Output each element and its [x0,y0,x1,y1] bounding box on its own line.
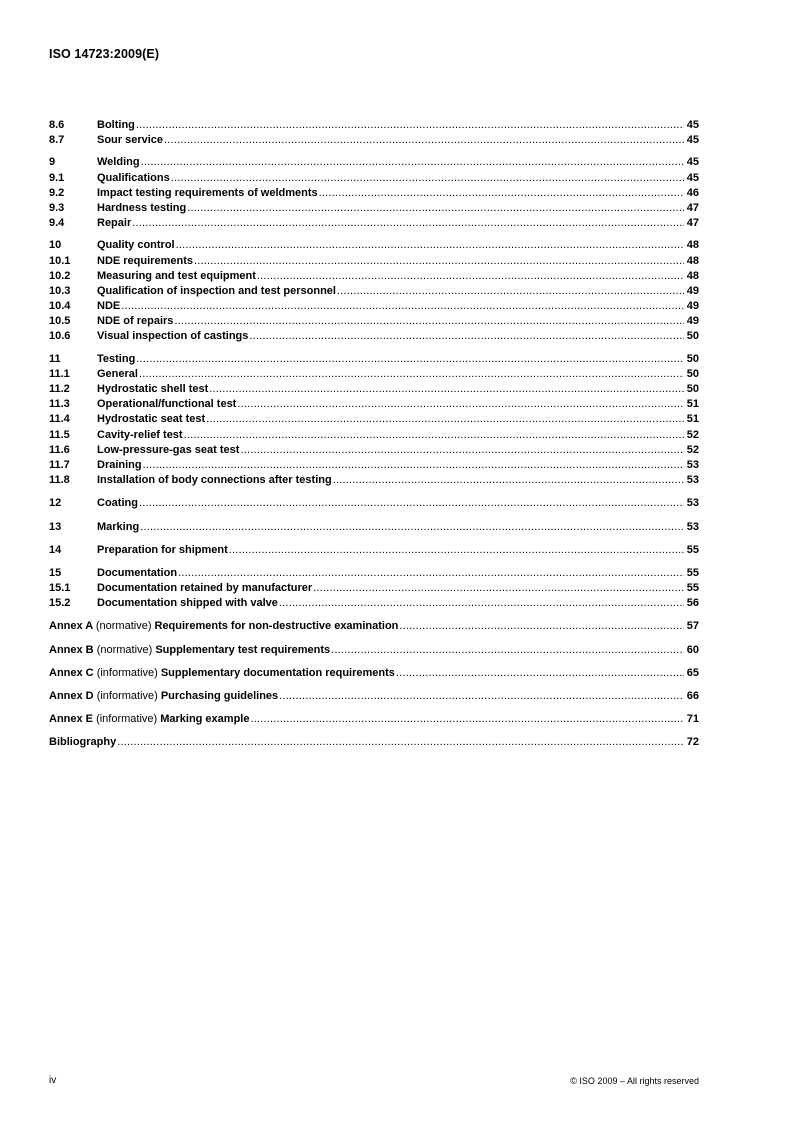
toc-entry-page: 57 [686,620,699,633]
toc-group [49,520,699,535]
leader-dots [279,596,684,611]
toc-entry-11-7[interactable] [49,458,699,473]
toc-entry-number: 11 [49,352,61,365]
leader-dots [313,581,684,596]
toc-entry-title: Documentation [97,566,178,579]
toc-entry-page: 50 [686,352,699,365]
leader-dots [337,284,684,299]
toc-entry-11-6[interactable] [49,443,699,458]
annex-label: Annex C [49,666,94,679]
toc-entry-10-4[interactable] [49,299,699,314]
toc-entry-number: 10.6 [49,330,71,343]
toc-entry-10-2[interactable] [49,269,699,284]
toc-entry-page: 45 [686,119,699,131]
toc-entry-title: Bolting [97,119,135,131]
toc-entry-title: Documentation shipped with valve [97,597,278,610]
annex-kind: (informative) [96,690,158,702]
leader-dots [139,496,684,511]
annex-title: Supplementary test requirements [155,643,331,656]
annex-label: Annex A [49,620,93,633]
toc-entry-number: 15 [49,566,62,579]
toc-entry-8-6[interactable] [49,118,699,133]
toc-entry-page: 66 [686,690,699,702]
toc-entry-number: 11.1 [49,367,70,380]
toc-entry-10-3[interactable] [49,284,699,299]
toc-entry-annex-d[interactable] [49,689,699,704]
toc-entry-title: NDE of repairs [97,315,174,328]
leader-dots [184,428,684,443]
leader-dots [206,412,684,427]
toc-entry-title: Coating [97,497,138,510]
toc-entry-title: Preparation for shipment [97,543,228,556]
toc-entry-10-5[interactable] [49,314,699,329]
toc-entry-title [49,666,395,681]
toc-entry-title [49,689,278,704]
toc-entry-page: 51 [686,413,699,426]
leader-dots [229,543,684,558]
toc-entry-number: 9.3 [49,201,65,214]
toc-entry-15-1[interactable] [49,581,699,596]
toc-entry-9-3[interactable] [49,201,699,216]
toc-entry-title: Hydrostatic seat test [97,413,206,426]
leader-dots [319,186,684,201]
leader-dots [396,666,684,681]
toc-entry-page: 56 [686,597,699,610]
leader-dots [143,458,684,473]
leader-dots [132,216,684,231]
leader-dots [117,735,684,750]
leader-dots [333,473,684,488]
toc-entry-page: 55 [686,582,699,595]
toc-entry-11[interactable] [49,352,699,367]
copyright-notice: © ISO 2009 – All rights reserved [570,1076,699,1086]
toc-entry-title: Low-pressure-gas seat test [97,443,240,456]
toc-entry-number: 8.6 [49,119,65,131]
toc-entry-page: 48 [686,254,699,267]
annex-label: Annex E [49,713,94,726]
toc-entry-13[interactable] [49,520,699,535]
leader-dots [164,133,684,148]
toc-entry-title: Draining [97,458,142,471]
toc-entry-15-2[interactable] [49,596,699,611]
toc-entry-page: 49 [686,284,699,297]
toc-entry-page: 45 [686,134,699,147]
toc-entry-number: 9.1 [49,171,65,184]
leader-dots [240,443,684,458]
leader-dots [249,329,684,344]
toc-entry-10[interactable] [49,238,699,253]
toc-annexes [49,619,699,727]
toc-entry-page: 47 [686,217,699,230]
toc-entry-page: 53 [686,497,699,510]
annex-kind: (informative) [96,713,158,726]
toc-entry-title: Qualifications [97,171,170,184]
toc-entry-page: 53 [686,520,699,533]
toc-entry-title: Operational/functional test [97,398,237,411]
toc-entry-11-4[interactable] [49,412,699,427]
leader-dots [176,238,684,253]
toc-group [49,566,699,612]
toc-entry-page: 55 [686,566,699,579]
toc-entry-9-4[interactable] [49,216,699,231]
toc-entry-number: 12 [49,497,62,510]
toc-entry-number: 13 [49,520,62,533]
toc-entry-bibliography[interactable] [49,735,699,750]
toc-entry-page: 55 [686,543,699,556]
toc-entry-page: 45 [686,171,699,184]
toc-entry-11-2[interactable] [49,382,699,397]
annex-kind: (informative) [96,666,158,679]
toc-entry-11-8[interactable] [49,473,699,488]
toc-entry-9[interactable] [49,155,699,170]
toc-entry-page: 51 [686,398,699,411]
toc-entry-page: 50 [686,383,699,395]
toc-entry-number: 9.2 [49,186,65,199]
toc-entry-page: 60 [686,643,699,656]
toc-entry-title: General [97,367,138,380]
toc-group [49,352,699,489]
toc-entry-9-2[interactable] [49,186,699,201]
toc-entry-number: 11.4 [49,413,70,426]
toc-entry-number: 10 [49,239,62,252]
annex-title: Requirements for non-destructive examination [154,620,399,633]
toc-entry-title: Sour service [97,134,164,147]
annex-label: Annex D [49,690,94,702]
toc-entry-11-1[interactable] [49,367,699,382]
toc-entry-annex-b[interactable] [49,643,699,658]
leader-dots [399,619,684,634]
toc-entry-number: 8.7 [49,134,65,147]
page-number: iv [49,1075,57,1086]
toc-entry-10-1[interactable] [49,254,699,269]
toc-entry-annex-e[interactable] [49,712,699,727]
toc-bibliography [49,735,699,750]
toc-entry-15[interactable] [49,566,699,581]
annex-title: Marking example [160,713,250,726]
toc-entry-number: 10.1 [49,254,71,267]
toc-entry-page: 53 [686,474,699,487]
leader-dots [209,382,684,397]
toc-entry-title [49,643,330,658]
toc-entry-page: 65 [686,666,699,679]
toc-entry-page: 49 [686,300,699,313]
toc-entry-title: Bibliography [49,736,117,749]
annex-label: Annex B [49,643,94,656]
toc-entry-14[interactable] [49,543,699,558]
toc-entry-title: Installation of body connections after testing [97,474,332,487]
toc-entry-number: 10.5 [49,315,71,328]
leader-dots [178,566,684,581]
toc-entry-page: 48 [686,269,699,282]
toc-entry-title: Documentation retained by manufacturer [97,582,313,595]
toc-entry-number: 11.2 [49,383,70,395]
toc-entry-page: 50 [686,330,699,343]
leader-dots [136,352,684,367]
toc-entry-number: 11.6 [49,443,70,456]
toc-entry-title: Testing [97,352,136,365]
toc-entry-title: NDE [97,300,121,313]
toc-entry-number: 11.7 [49,458,70,471]
leader-dots [140,520,684,535]
toc-entry-page: 71 [686,713,699,726]
toc-entry-title: Welding [97,156,140,169]
toc-entry-title: Hardness testing [97,201,187,214]
toc-entry-title: Impact testing requirements of weldments [97,186,318,199]
toc-entry-number: 11.5 [49,428,70,441]
toc-entry-title: Visual inspection of castings [97,330,249,343]
toc-entry-annex-c[interactable] [49,666,699,681]
toc-entry-title: Measuring and test equipment [97,269,256,282]
toc-group [49,155,699,231]
table-of-contents [49,111,699,751]
leader-dots [171,171,684,186]
leader-dots [331,643,684,658]
toc-entry-number: 15.1 [49,582,71,595]
leader-dots [136,118,684,133]
leader-dots [121,299,684,314]
toc-entry-page: 47 [686,201,699,214]
toc-entry-title: Hydrostatic shell test [97,383,209,395]
toc-entry-number: 9 [49,156,56,169]
toc-entry-page: 52 [686,428,699,441]
toc-group [49,543,699,558]
toc-entry-page: 50 [686,367,699,380]
leader-dots [250,712,684,727]
toc-entry-title: Quality control [97,239,175,252]
leader-dots [174,314,684,329]
toc-entry-number: 10.3 [49,284,71,297]
leader-dots [139,367,684,382]
toc-group [49,238,699,344]
toc-entry-number: 14 [49,543,62,556]
toc-group [49,118,699,148]
toc-entry-page: 52 [686,443,699,456]
toc-entry-11-3[interactable] [49,397,699,412]
leader-dots [257,269,684,284]
annex-kind: (normative) [96,643,153,656]
toc-entry-page: 72 [686,736,699,749]
toc-entry-annex-a[interactable] [49,619,699,634]
leader-dots [194,254,684,269]
leader-dots [187,201,684,216]
toc-entry-page: 46 [686,186,699,199]
toc-group [49,496,699,511]
toc-entry-number: 10.4 [49,300,71,313]
toc-entry-page: 49 [686,315,699,328]
annex-kind: (normative) [95,620,152,633]
annex-title: Purchasing guidelines [160,690,279,702]
toc-entry-number: 9.4 [49,217,65,230]
toc-entry-title: Marking [97,520,140,533]
leader-dots [141,155,684,170]
toc-entry-10-6[interactable] [49,329,699,344]
toc-entry-title: Qualification of inspection and test personnel [97,284,336,297]
toc-entry-page: 48 [686,239,699,252]
toc-clauses [49,118,699,611]
toc-entry-9-1[interactable] [49,171,699,186]
toc-entry-title [49,712,249,727]
leader-dots [237,397,684,412]
toc-entry-11-5[interactable] [49,428,699,443]
toc-entry-number: 15.2 [49,597,71,610]
toc-entry-12[interactable] [49,496,699,511]
toc-entry-title: NDE requirements [97,254,193,267]
toc-entry-title: Cavity-relief test [97,428,183,441]
toc-entry-title [49,619,398,634]
toc-entry-page: 45 [686,156,699,169]
toc-entry-number: 10.2 [49,269,71,282]
leader-dots [279,689,684,704]
toc-entry-number: 11.8 [49,474,70,487]
toc-entry-page: 53 [686,458,699,471]
document-id: ISO 14723:2009(E) [49,47,160,61]
toc-entry-title: Repair [97,217,132,230]
toc-entry-number: 11.3 [49,398,70,411]
toc-entry-8-7[interactable] [49,133,699,148]
annex-title: Supplementary documentation requirements [160,666,395,679]
